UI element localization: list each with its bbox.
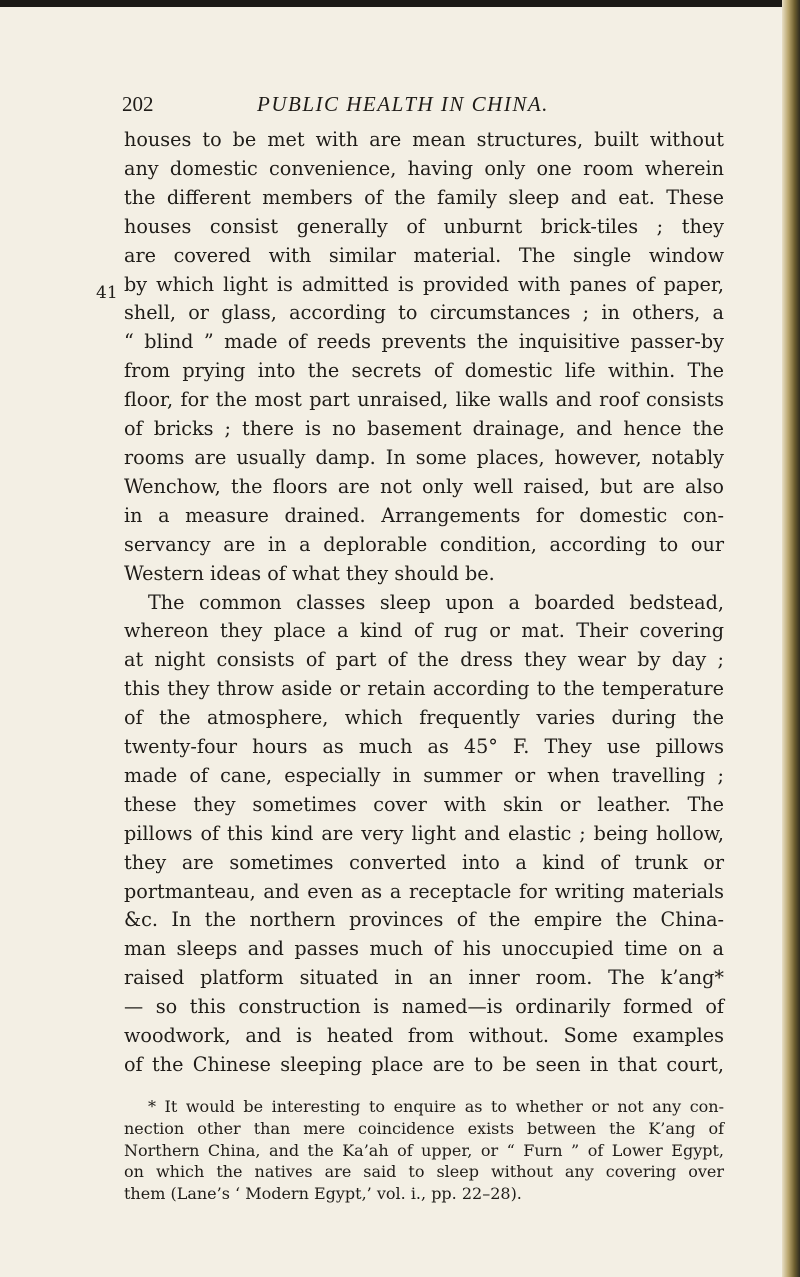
body-line: of the atmosphere, which frequently varies during the [124,706,724,730]
body-line: rooms are usually damp. In some places, however, notably [124,445,724,469]
body-text [124,126,724,1080]
body-line: pillows of this kind are very light and elastic ; being hollow, [124,821,724,845]
body-line: of bricks ; there is no basement drainage, and hence the [124,417,724,441]
footnote [124,1096,724,1205]
body-line: of the Chinese sleeping place are to be seen in that court, [124,1053,724,1076]
margin-paragraph-number: 41 [96,283,118,303]
footnote-line: Northern China, and the Ka’ah of upper, or “ Furn ” of Lower Egypt, [124,1140,724,1160]
body-line: shell, or glass, according to circumstances ; in others, a [124,301,724,325]
page-header [0,91,800,117]
body-line: this they throw aside or retain according to the temperature [124,677,724,701]
top-edge-rule [0,0,800,7]
body-line: woodwork, and is heated from without. Some examples [124,1024,724,1048]
body-line: in a measure drained. Arrangements for domestic con- [124,503,724,527]
page-edge-shadow [782,0,800,1277]
body-line: — so this construction is named—is ordinarily formed of [124,995,724,1019]
body-line: twenty-four hours as much as 45° F. They use pillows [124,735,724,759]
body-line: The common classes sleep upon a boarded bedstead, [148,590,724,614]
body-line: houses to be met with are mean structures, built without [124,128,724,151]
body-line: Western ideas of what they should be. [124,561,495,585]
body-line: servancy are in a deplorable condition, according to our [124,532,724,556]
page-number: 202 [122,92,154,116]
body-line: houses consist generally of unburnt brick-tiles ; they [124,214,724,238]
body-line: are covered with similar material. The single window [124,243,724,267]
body-line: made of cane, especially in summer or when travelling ; [124,763,724,787]
body-line: Wenchow, the floors are not only well raised, but are also [124,474,724,498]
body-line: man sleeps and passes much of his unoccupied time on a [124,937,724,961]
body-line: by which light is admitted is provided with panes of paper, [124,272,724,296]
body-line: whereon they place a kind of rug or mat. Their covering [124,619,724,643]
footnote-line: them (Lane’s ‘ Modern Egypt,’ vol. i., pp. 22–28). [124,1184,522,1204]
body-line: floor, for the most part unraised, like walls and roof consists [124,388,724,412]
body-line: at night consists of part of the dress they wear by day ; [124,648,724,672]
footnote-line: on which the natives are said to sleep without any covering over [124,1162,724,1182]
body-line: the different members of the family sleep and eat. These [124,185,724,209]
body-line: from prying into the secrets of domestic life within. The [124,359,724,383]
body-line: portmanteau, and even as a receptacle for writing materials [124,879,724,903]
body-line: raised platform situated in an inner room. The k’ang* [124,966,724,990]
body-line: any domestic convenience, having only one room wherein [124,156,724,180]
running-head: PUBLIC HEALTH IN CHINA. [257,92,549,116]
body-line: “ blind ” made of reeds prevents the inquisitive passer-by [124,330,724,354]
body-line: these they sometimes cover with skin or leather. The [124,792,724,816]
footnote-line: nection other than mere coincidence exists between the K’ang of [124,1118,724,1138]
body-line: &c. In the northern provinces of the empire the China- [124,908,724,932]
footnote-line: * It would be interesting to enquire as to whether or not any con- [148,1097,724,1116]
body-line: they are sometimes converted into a kind of trunk or [124,850,724,874]
